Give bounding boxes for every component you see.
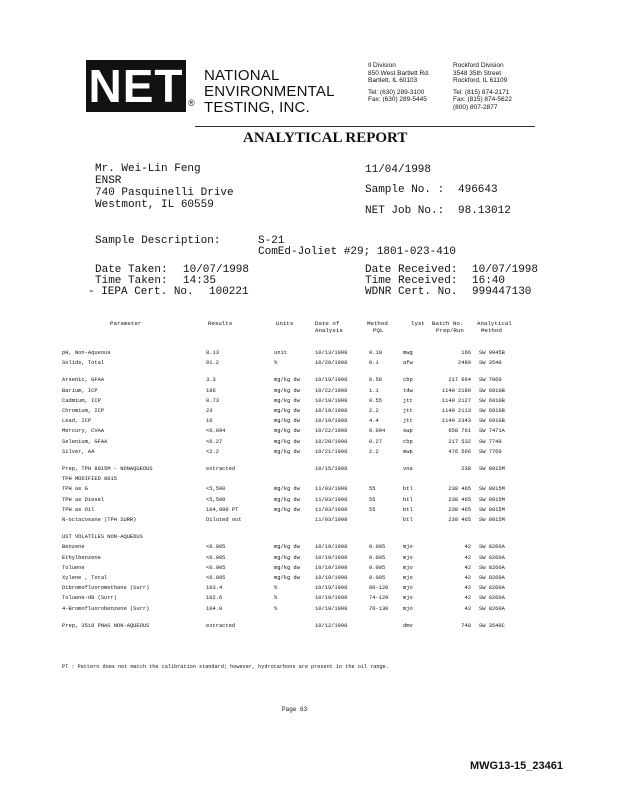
sample-description-line-1: S-21 bbox=[258, 235, 285, 247]
cell-date: 10/20/1998 bbox=[315, 438, 348, 445]
cell-pql: 0.094 bbox=[369, 428, 386, 435]
cell-analyst: mjo bbox=[403, 575, 413, 581]
cell-batch: 1140 2343 bbox=[441, 418, 471, 425]
cell-result: 16 bbox=[206, 418, 213, 425]
cell-result: extracted bbox=[206, 466, 236, 472]
cell-method: SW 7471A bbox=[479, 428, 505, 435]
cell-units: % bbox=[274, 605, 278, 612]
cell-analyst: jtt bbox=[403, 397, 413, 404]
cell-date: 10/15/1998 bbox=[315, 466, 348, 472]
cell-batch: 42 bbox=[464, 544, 471, 551]
cell-param: Dibromofluoromethane (Surr) bbox=[62, 585, 150, 592]
cell-param: Ethylbenzene bbox=[62, 554, 101, 561]
cell-units: mg/kg dw bbox=[274, 496, 300, 503]
cell-date: 10/13/1998 bbox=[315, 350, 348, 356]
cell-date: 10/19/1998 bbox=[315, 554, 348, 561]
col-header-method-pql bbox=[367, 320, 388, 334]
division-2-line: Tel: (815) 874-2171 bbox=[453, 88, 510, 96]
job-no-label: NET Job No.: bbox=[365, 205, 445, 217]
cell-method: SW 6010B bbox=[479, 418, 505, 425]
cell-pql: 70-130 bbox=[369, 605, 389, 612]
cell-method: SW 8015M bbox=[479, 517, 505, 523]
col-header-line: Method bbox=[481, 327, 502, 334]
wdnr-value: 999447130 bbox=[472, 286, 532, 298]
cell-method: SW 8260A bbox=[479, 544, 505, 551]
cell-method: SW 8015M bbox=[479, 486, 505, 493]
cell-param: TPH as Diesel bbox=[62, 496, 105, 503]
company-name-line-2: ENVIRONMENTAL bbox=[204, 83, 335, 100]
cell-units: % bbox=[274, 360, 278, 367]
cell-batch: 238 bbox=[461, 466, 471, 472]
col-header-analytical-method bbox=[477, 320, 512, 334]
cell-pql: 0.005 bbox=[369, 575, 386, 581]
cell-result: <0.005 bbox=[206, 554, 226, 561]
division-address-1 bbox=[368, 62, 430, 104]
cell-param: pH, Non-Aqueous bbox=[62, 350, 111, 356]
cell-date: 10/19/1998 bbox=[315, 418, 348, 425]
col-header-line: Analysis bbox=[315, 327, 343, 334]
cell-date: 11/03/1998 bbox=[315, 517, 348, 523]
cell-param: Solids, Total bbox=[62, 360, 105, 367]
cell-pql: 0.27 bbox=[369, 438, 382, 445]
cell-result: 23 bbox=[206, 408, 213, 414]
recipient-address bbox=[95, 163, 234, 211]
cell-result: <5,500 bbox=[206, 496, 226, 503]
sample-description-line-2: ComEd-Joliet #29; 1801-023-410 bbox=[258, 246, 457, 258]
cell-analyst: btl bbox=[403, 496, 413, 503]
cell-analyst: mjo bbox=[403, 554, 413, 561]
cell-analyst: cbp bbox=[403, 438, 413, 445]
cell-param: Barium, ICP bbox=[62, 387, 98, 394]
cell-batch: 658 761 bbox=[448, 428, 471, 435]
cell-analyst: mjo bbox=[403, 605, 413, 612]
cell-pql: 0.10 bbox=[369, 350, 382, 356]
cell-date: 10/19/1998 bbox=[315, 605, 348, 612]
cell-result: 104.0 bbox=[206, 605, 223, 612]
col-header-date-analysis bbox=[315, 320, 343, 334]
sample-no-label: Sample No. : bbox=[365, 184, 445, 196]
cell-units: % bbox=[274, 595, 278, 602]
cell-date: 10/22/1998 bbox=[315, 387, 348, 394]
job-no-value: 98.13012 bbox=[458, 205, 511, 217]
date-taken-label: Date Taken: bbox=[95, 264, 168, 276]
cell-result: 104,000 PT bbox=[206, 506, 239, 513]
cell-result: <5,500 bbox=[206, 486, 226, 493]
cell-param: Prep, 3510 PNAS NON-AQUEOUS bbox=[62, 622, 150, 629]
recipient-line: Westmont, IL 60559 bbox=[95, 199, 214, 211]
recipient-line: ENSR bbox=[95, 175, 122, 187]
cell-pql: 55 bbox=[369, 506, 376, 513]
cell-result: Diluted out bbox=[206, 517, 242, 523]
cell-result: 186 bbox=[206, 387, 216, 394]
cell-date: 10/19/1998 bbox=[315, 564, 348, 571]
cell-date: 11/03/1998 bbox=[315, 506, 348, 513]
cell-result: 0.73 bbox=[206, 397, 219, 404]
cell-batch: 42 bbox=[464, 585, 471, 592]
time-received-label: Time Received: bbox=[365, 275, 458, 287]
cell-analyst: jtt bbox=[403, 408, 413, 414]
header-rule bbox=[195, 126, 535, 127]
cell-param: Xylene , Total bbox=[62, 575, 108, 581]
cell-result: <0.005 bbox=[206, 544, 226, 551]
date-received-label: Date Received: bbox=[365, 264, 458, 276]
cell-batch: 42 bbox=[464, 564, 471, 571]
cell-method: SW 3540 bbox=[479, 360, 502, 367]
col-header-line: Prep/Run bbox=[436, 327, 464, 334]
cell-method: SW 8260A bbox=[479, 554, 505, 561]
cell-date: 10/19/1998 bbox=[315, 408, 348, 414]
cell-batch: 1140 2180 bbox=[441, 387, 471, 394]
cell-result: <0.005 bbox=[206, 564, 226, 571]
sample-description-label: Sample Description: bbox=[95, 235, 221, 247]
cell-analyst: mjo bbox=[403, 564, 413, 571]
col-header-analyst: lyst bbox=[411, 320, 425, 327]
cell-batch: 238 465 bbox=[448, 496, 471, 503]
cell-result: 91.2 bbox=[206, 360, 219, 367]
cell-analyst: mjo bbox=[403, 544, 413, 551]
cell-batch: 238 465 bbox=[448, 506, 471, 513]
cell-date: 10/19/1998 bbox=[315, 575, 348, 581]
cell-method: SW 8260A bbox=[479, 585, 505, 592]
cell-pql: 0.005 bbox=[369, 554, 386, 561]
cell-date: 10/19/1998 bbox=[315, 377, 348, 384]
division-1-line: Fax: (630) 289-5445 bbox=[368, 96, 427, 103]
cell-param: Toluene bbox=[62, 564, 85, 571]
col-header-units: Units bbox=[276, 320, 294, 327]
report-title: ANALYTICAL REPORT bbox=[243, 130, 408, 146]
page-number: Page 63 bbox=[282, 706, 308, 713]
cell-units: unit bbox=[274, 350, 287, 356]
recipient-line: 740 Pasquinelli Drive bbox=[95, 187, 234, 199]
iepa-label: - IEPA Cert. No. bbox=[88, 286, 194, 298]
cell-result: 103.4 bbox=[206, 585, 223, 592]
cell-analyst: vna bbox=[403, 466, 413, 472]
cell-result: <0.27 bbox=[206, 438, 223, 445]
col-header-line: Method bbox=[367, 320, 388, 327]
cell-param: Toluene-d8 (Surr) bbox=[62, 595, 117, 602]
cell-param: Benzene bbox=[62, 544, 85, 551]
cell-analyst: btl bbox=[403, 517, 413, 523]
date-received-value: 10/07/1998 bbox=[472, 264, 539, 276]
registered-mark: ® bbox=[188, 98, 195, 108]
cell-param: UST VOLATILES NON-AQUEOUS bbox=[62, 534, 143, 541]
division-1-line: 850 West Bartlett Rd. bbox=[368, 69, 430, 77]
cell-pql: 1.1 bbox=[369, 387, 379, 394]
cell-method: SW 9045B bbox=[479, 350, 505, 356]
cell-units: mg/kg dw bbox=[274, 486, 300, 493]
cell-param: Chromium, ICP bbox=[62, 408, 105, 414]
cell-batch: 2480 bbox=[458, 360, 471, 367]
iepa-value: 100221 bbox=[209, 286, 249, 298]
division-2-line: Fax: (815) 874-5622 bbox=[453, 96, 512, 103]
cell-analyst: btl bbox=[403, 506, 413, 513]
cell-date: 11/03/1998 bbox=[315, 486, 348, 493]
cell-pql: 0.58 bbox=[369, 377, 382, 384]
col-header-results: Results bbox=[208, 320, 233, 327]
cell-analyst: mwp bbox=[403, 448, 413, 455]
cell-param: Prep, TPH 8015M - NONAQUEOUS bbox=[62, 466, 153, 472]
cell-pql: 2.2 bbox=[369, 408, 379, 414]
division-1-line: Tel: (630) 289-3100 bbox=[368, 88, 425, 96]
division-1-line: Bartlett, IL 60103 bbox=[368, 77, 418, 84]
cell-result: <0.005 bbox=[206, 575, 226, 581]
cell-date: 10/19/1998 bbox=[315, 585, 348, 592]
wdnr-label: WDNR Cert. No. bbox=[365, 286, 458, 298]
cell-analyst: btl bbox=[403, 486, 413, 493]
sample-no-value: 496643 bbox=[458, 184, 498, 196]
cell-batch: 42 bbox=[464, 595, 471, 602]
cell-param: TPH MODIFIED 8015 bbox=[62, 476, 117, 483]
company-name-line-1: NATIONAL bbox=[204, 67, 280, 84]
cell-units: mg/kg dw bbox=[274, 564, 300, 571]
cell-param: TPH as Oil bbox=[62, 506, 95, 513]
cell-method: SW 7060 bbox=[479, 377, 502, 384]
cell-analyst: cbp bbox=[403, 377, 413, 384]
cell-result: 102.6 bbox=[206, 595, 223, 602]
cell-analyst: afw bbox=[403, 360, 413, 367]
cell-param: Cadmium, ICP bbox=[62, 397, 101, 404]
division-2-line: (800) 807-2877 bbox=[453, 103, 498, 111]
cell-batch: 238 465 bbox=[448, 486, 471, 493]
cell-batch: 1140 2113 bbox=[441, 408, 471, 414]
company-name-line-3: TESTING, INC. bbox=[204, 99, 310, 116]
cell-batch: 748 bbox=[461, 622, 471, 629]
cell-pql: 55 bbox=[369, 486, 376, 493]
cell-pql: 4.4 bbox=[369, 418, 379, 425]
col-header-parameter: Parameter bbox=[110, 320, 142, 327]
cell-pql: 74-129 bbox=[369, 595, 389, 602]
cell-method: SW 6010B bbox=[479, 397, 505, 404]
cell-date: 10/21/1998 bbox=[315, 448, 348, 455]
date-taken-value: 10/07/1998 bbox=[183, 264, 250, 276]
cell-result: extracted bbox=[206, 622, 236, 629]
cell-method: SW 8260A bbox=[479, 595, 505, 602]
cell-units: mg/kg dw bbox=[274, 397, 300, 404]
cell-units: mg/kg dw bbox=[274, 387, 300, 394]
cell-units: mg/kg dw bbox=[274, 438, 300, 445]
cell-method: SW 3540C bbox=[479, 622, 505, 629]
cell-batch: 217 664 bbox=[448, 377, 471, 384]
col-header-line: Date of bbox=[315, 320, 340, 327]
cell-units: % bbox=[274, 585, 278, 592]
col-header-line: Batch No. bbox=[432, 320, 464, 327]
col-header-line: PQL bbox=[373, 327, 384, 334]
cell-method: SW 7740 bbox=[479, 438, 502, 445]
cell-date: 11/03/1998 bbox=[315, 496, 348, 503]
cell-batch: 1140 2127 bbox=[441, 397, 471, 404]
cell-date: 10/12/1998 bbox=[315, 622, 348, 629]
cell-units: mg/kg dw bbox=[274, 418, 300, 425]
cell-method: SW 7760 bbox=[479, 448, 502, 455]
time-taken-value: 14:35 bbox=[183, 275, 217, 287]
cell-analyst: tdw bbox=[403, 387, 413, 394]
recipient-line: Mr. Wei-Lin Feng bbox=[95, 163, 201, 175]
cell-pql: 0.005 bbox=[369, 544, 386, 551]
cell-pql: 80-120 bbox=[369, 585, 389, 592]
cell-batch: 166 bbox=[461, 350, 471, 356]
cell-batch: 238 465 bbox=[448, 517, 471, 523]
cell-analyst: dmv bbox=[403, 622, 413, 629]
document-id-stamp: MWG13-15_23461 bbox=[470, 760, 563, 772]
cell-param: Lead, ICP bbox=[62, 418, 92, 425]
cell-analyst: swp bbox=[403, 428, 413, 435]
cell-date: 10/22/1998 bbox=[315, 428, 348, 435]
cell-param: Silver, AA bbox=[62, 448, 95, 455]
cell-analyst: mwg bbox=[403, 350, 413, 356]
col-header-batch bbox=[432, 320, 464, 334]
cell-date: 10/20/1998 bbox=[315, 360, 348, 367]
cell-method: SW 6010B bbox=[479, 387, 505, 394]
cell-units: mg/kg dw bbox=[274, 554, 300, 561]
cell-date: 10/19/1998 bbox=[315, 595, 348, 602]
cell-pql: 0.1 bbox=[369, 360, 379, 367]
division-2-line: Rockford, IL 61109 bbox=[453, 77, 508, 84]
cell-method: SW 8260A bbox=[479, 564, 505, 571]
cell-batch: 42 bbox=[464, 605, 471, 612]
footnote: PT : Pattern does not match the calibration standard; however, hydrocarbons are present in the oil range. bbox=[62, 664, 389, 670]
cell-method: SW 6010B bbox=[479, 408, 505, 414]
cell-units: mg/kg dw bbox=[274, 428, 300, 435]
cell-pql: 0.005 bbox=[369, 564, 386, 571]
cell-result: 3.3 bbox=[206, 377, 216, 384]
cell-method: SW 8015M bbox=[479, 496, 505, 503]
cell-batch: 42 bbox=[464, 575, 471, 581]
division-1-line: Il Division bbox=[368, 62, 396, 69]
cell-param: N-octacosane (TPH SURR) bbox=[62, 517, 137, 523]
cell-param: 4-Bromofluorobenzene (Surr) bbox=[62, 605, 150, 612]
cell-param: Arsenic, GFAA bbox=[62, 377, 105, 384]
cell-result: <2.2 bbox=[206, 448, 219, 455]
cell-result: 8.13 bbox=[206, 350, 219, 356]
cell-method: SW 8015M bbox=[479, 506, 505, 513]
cell-batch: 42 bbox=[464, 554, 471, 561]
cell-param: Mercury, CVAA bbox=[62, 428, 105, 435]
cell-pql: 0.55 bbox=[369, 397, 382, 404]
cell-units: mg/kg dw bbox=[274, 575, 300, 581]
division-2-line: Rockford Division bbox=[453, 62, 504, 69]
cell-pql: 2.2 bbox=[369, 448, 379, 455]
cell-date: 10/19/1998 bbox=[315, 397, 348, 404]
cell-units: mg/kg dw bbox=[274, 377, 300, 384]
cell-analyst: jtt bbox=[403, 418, 413, 425]
cell-units: mg/kg dw bbox=[274, 544, 300, 551]
division-2-line: 3548 35th Street bbox=[453, 69, 502, 77]
cell-method: SW 8260A bbox=[479, 605, 505, 612]
cell-param: Selenium, GFAA bbox=[62, 438, 108, 445]
cell-result: <0.094 bbox=[206, 428, 226, 435]
cell-units: mg/kg dw bbox=[274, 506, 300, 513]
report-date: 11/04/1998 bbox=[365, 164, 432, 176]
time-received-value: 16:40 bbox=[472, 275, 506, 287]
company-logo: NET bbox=[86, 60, 186, 112]
cell-analyst: mjo bbox=[403, 595, 413, 602]
cell-units: mg/kg dw bbox=[274, 408, 300, 414]
col-header-line: Analytical bbox=[477, 320, 512, 327]
cell-method: SW 8260A bbox=[479, 575, 505, 581]
cell-date: 10/19/1998 bbox=[315, 544, 348, 551]
cell-batch: 476 566 bbox=[448, 448, 471, 455]
time-taken-label: Time Taken: bbox=[95, 275, 168, 287]
division-address-2 bbox=[453, 62, 512, 111]
cell-batch: 217 532 bbox=[448, 438, 471, 445]
cell-param: TPH as G bbox=[62, 486, 88, 493]
cell-units: mg/kg dw bbox=[274, 448, 300, 455]
cell-analyst: mjo bbox=[403, 585, 413, 592]
cell-method: SW 8015M bbox=[479, 466, 505, 472]
cell-pql: 55 bbox=[369, 496, 376, 503]
